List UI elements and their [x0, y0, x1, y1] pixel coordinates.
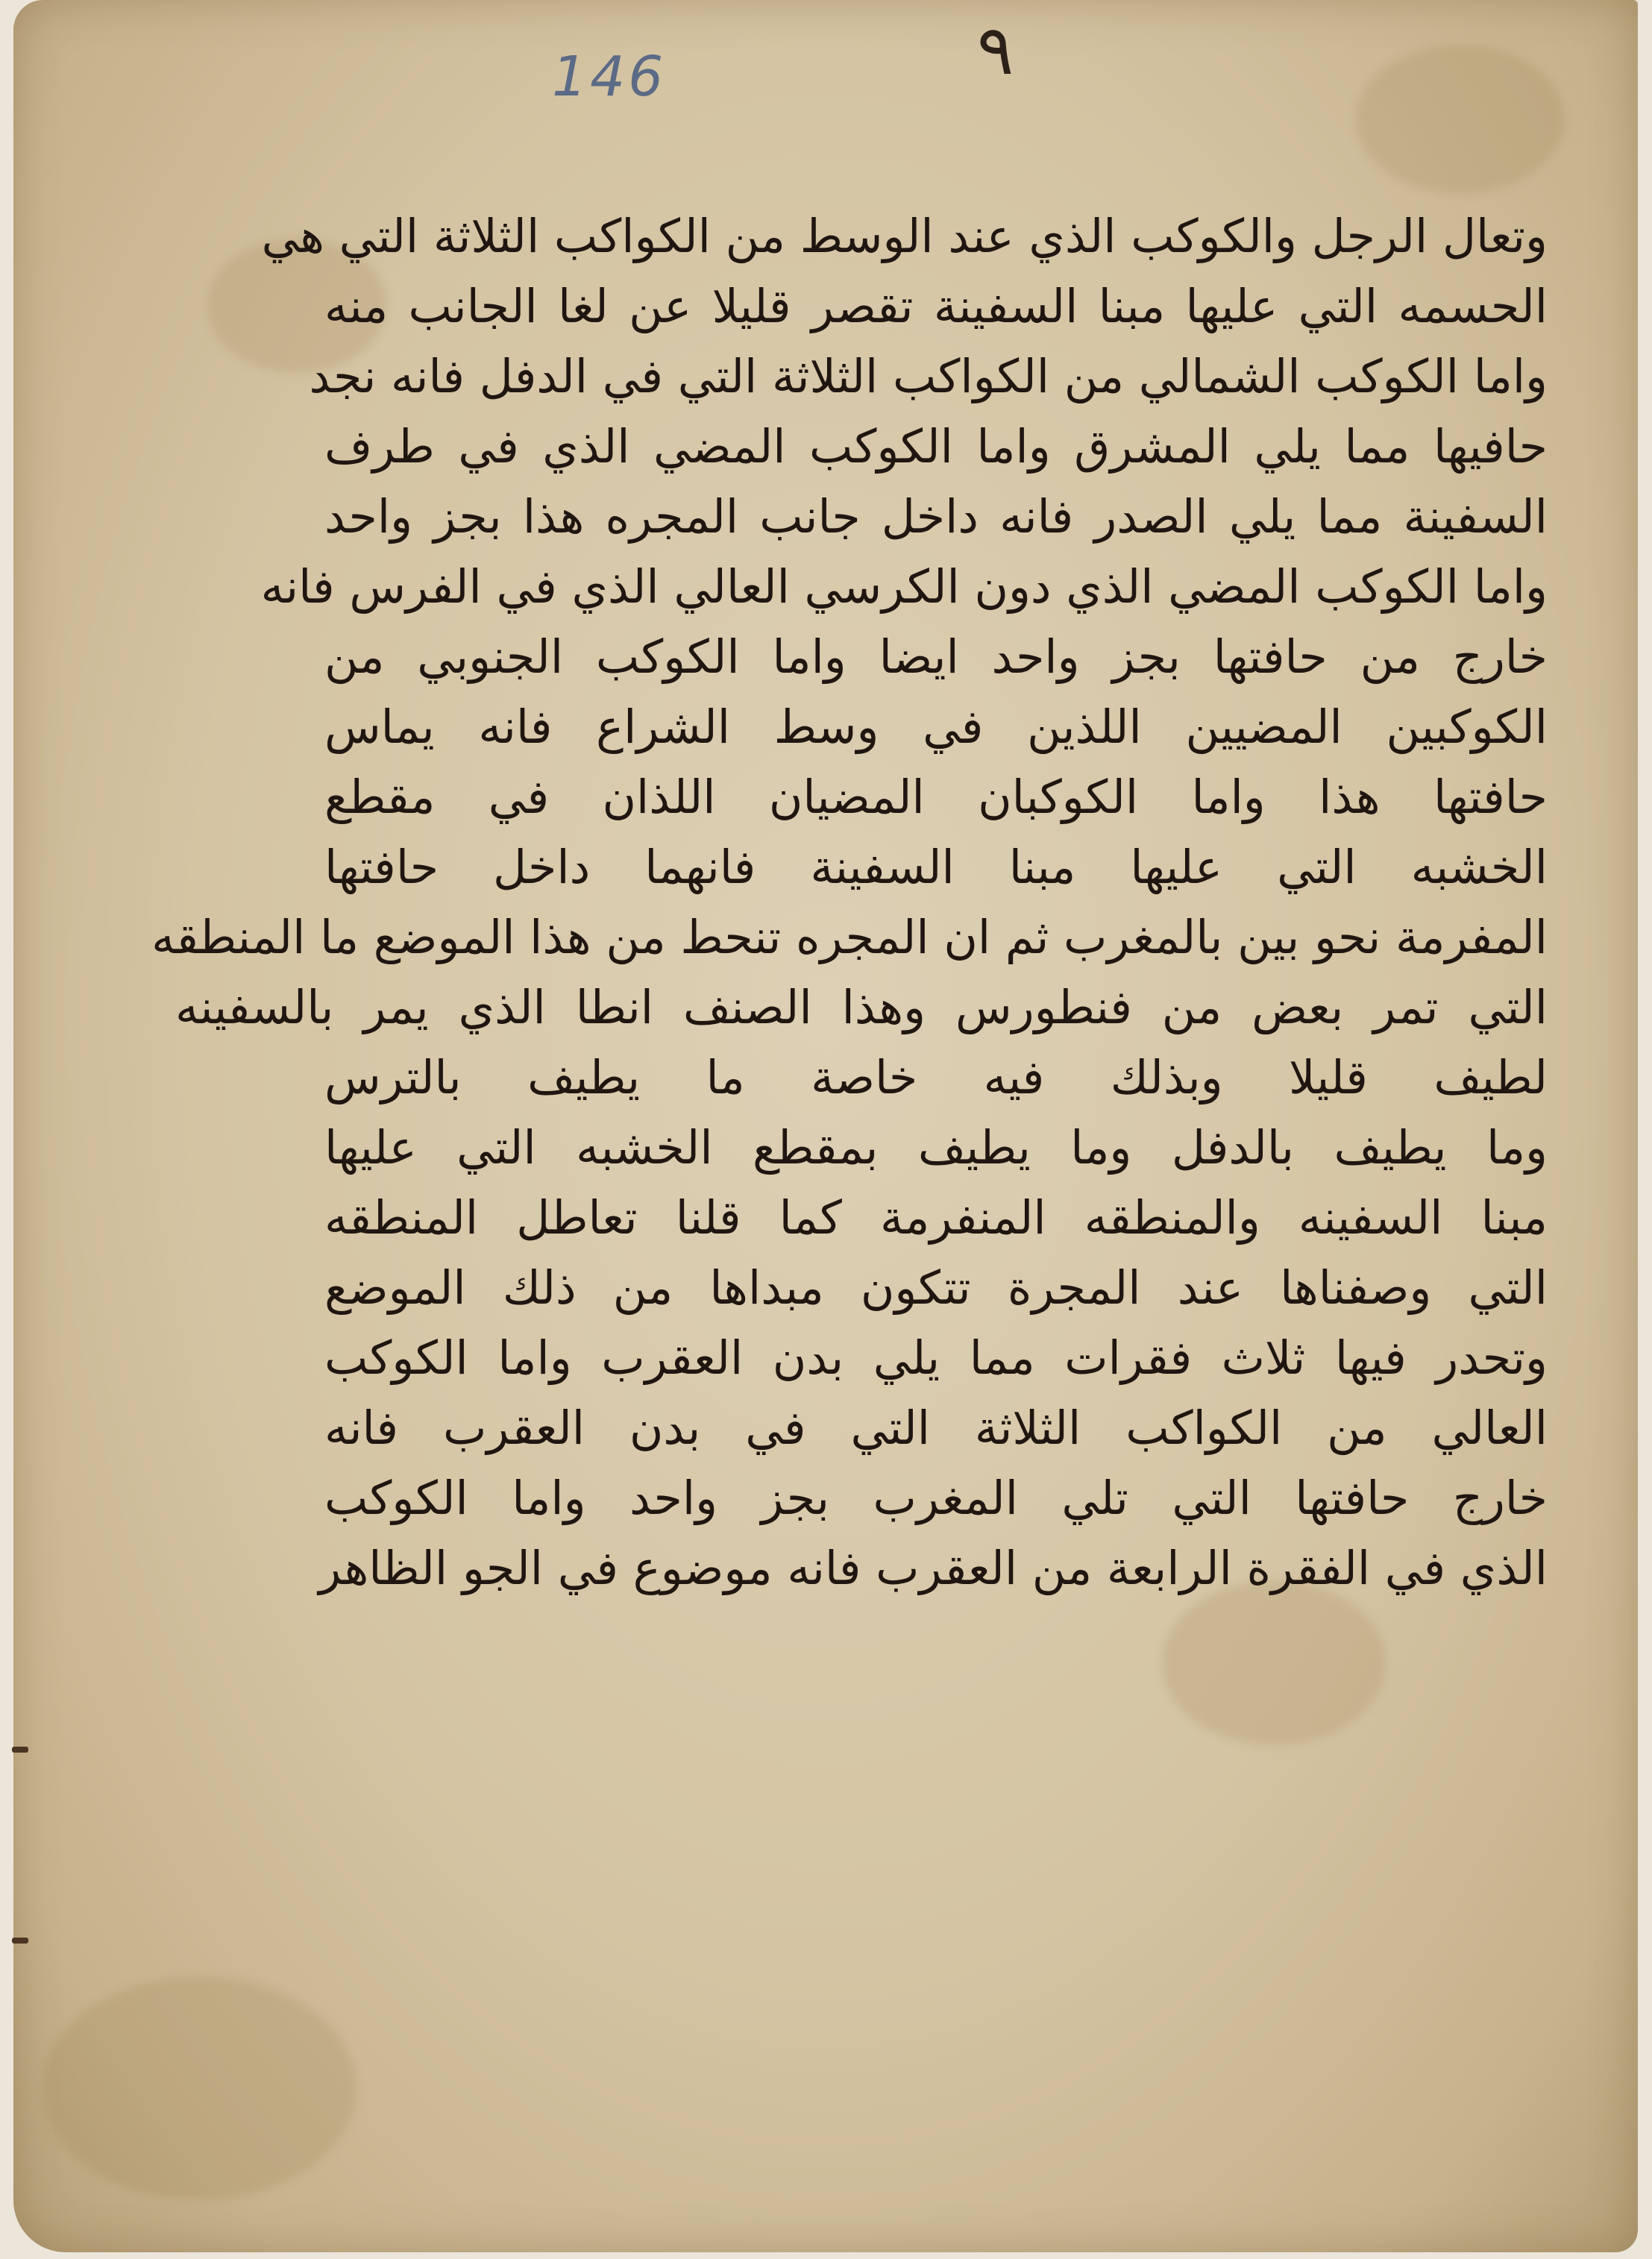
edge-mark	[12, 1747, 28, 1753]
manuscript-line: واما الكوكب الشمالي من الكواكب الثلاثة التي في الدفل فانه نجد	[309, 349, 1548, 403]
manuscript-line: التي تمر بعض من فنطورس وهذا الصنف انطا الذي يمر بالسفينه	[175, 980, 1548, 1034]
manuscript-line: الحسمه التي عليها مبنا السفينة تقصر قليلا عن لغا الجانب منه	[324, 279, 1548, 333]
manuscript-line: التي وصفناها عند المجرة تتكون مبداها من ذلك الموضع	[324, 1260, 1548, 1315]
edge-mark	[12, 1938, 28, 1944]
manuscript-text	[151, 201, 1548, 1603]
manuscript-line: لطيف قليلا وبذلك فيه خاصة ما يطيف بالترس	[324, 1050, 1548, 1105]
manuscript-line: خارج حافتها التي تلي المغرب بجز واحد واما الكوكب	[324, 1471, 1548, 1525]
manuscript-line: حافتها هذا واما الكوكبان المضيان اللذان في مقطع	[324, 770, 1548, 824]
paper-stain	[1356, 45, 1565, 194]
manuscript-line: الذي في الفقرة الرابعة من العقرب فانه موضوع في الجو الظاهر	[318, 1541, 1548, 1595]
manuscript-line: السفينة مما يلي الصدر فانه داخل جانب المجره هذا بجز واحد	[324, 489, 1548, 544]
paper-stain	[1162, 1581, 1386, 1745]
folio-number: 146	[552, 45, 667, 109]
manuscript-line: الخشبه التي عليها مبنا السفينة فانهما داخل حافتها	[324, 840, 1548, 894]
manuscript-line: مبنا السفينه والمنطقه المنفرمة كما قلنا تعاطل المنطقه	[324, 1190, 1548, 1245]
manuscript-line: خارج من حافتها بجز واحد ايضا واما الكوكب الجنوبي من	[324, 629, 1548, 684]
manuscript-line: حافيها مما يلي المشرق واما الكوكب المضي الذي في طرف	[324, 419, 1548, 474]
manuscript-line: وما يطيف بالدفل وما يطيف بمقطع الخشبه التي عليها	[324, 1120, 1548, 1175]
manuscript-line: وتعال الرجل والكوكب الذي عند الوسط من الكواكب الثلاثة التي هي	[261, 209, 1548, 263]
top-mark: ٩	[977, 10, 1014, 90]
paper-stain	[43, 1976, 357, 2200]
manuscript-line: الكوكبين المضيين اللذين في وسط الشراع فانه يماس	[324, 700, 1548, 754]
manuscript-line: المفرمة نحو بين بالمغرب ثم ان المجره تنحط من هذا الموضع ما المنطقه	[151, 910, 1548, 964]
manuscript-line: العالي من الكواكب الثلاثة التي في بدن العقرب فانه	[324, 1401, 1548, 1455]
manuscript-line: واما الكوكب المضي الذي دون الكرسي العالي الذي في الفرس فانه	[260, 559, 1548, 614]
manuscript-line: وتحدر فيها ثلاث فقرات مما يلي بدن العقرب واما الكوكب	[324, 1330, 1548, 1385]
